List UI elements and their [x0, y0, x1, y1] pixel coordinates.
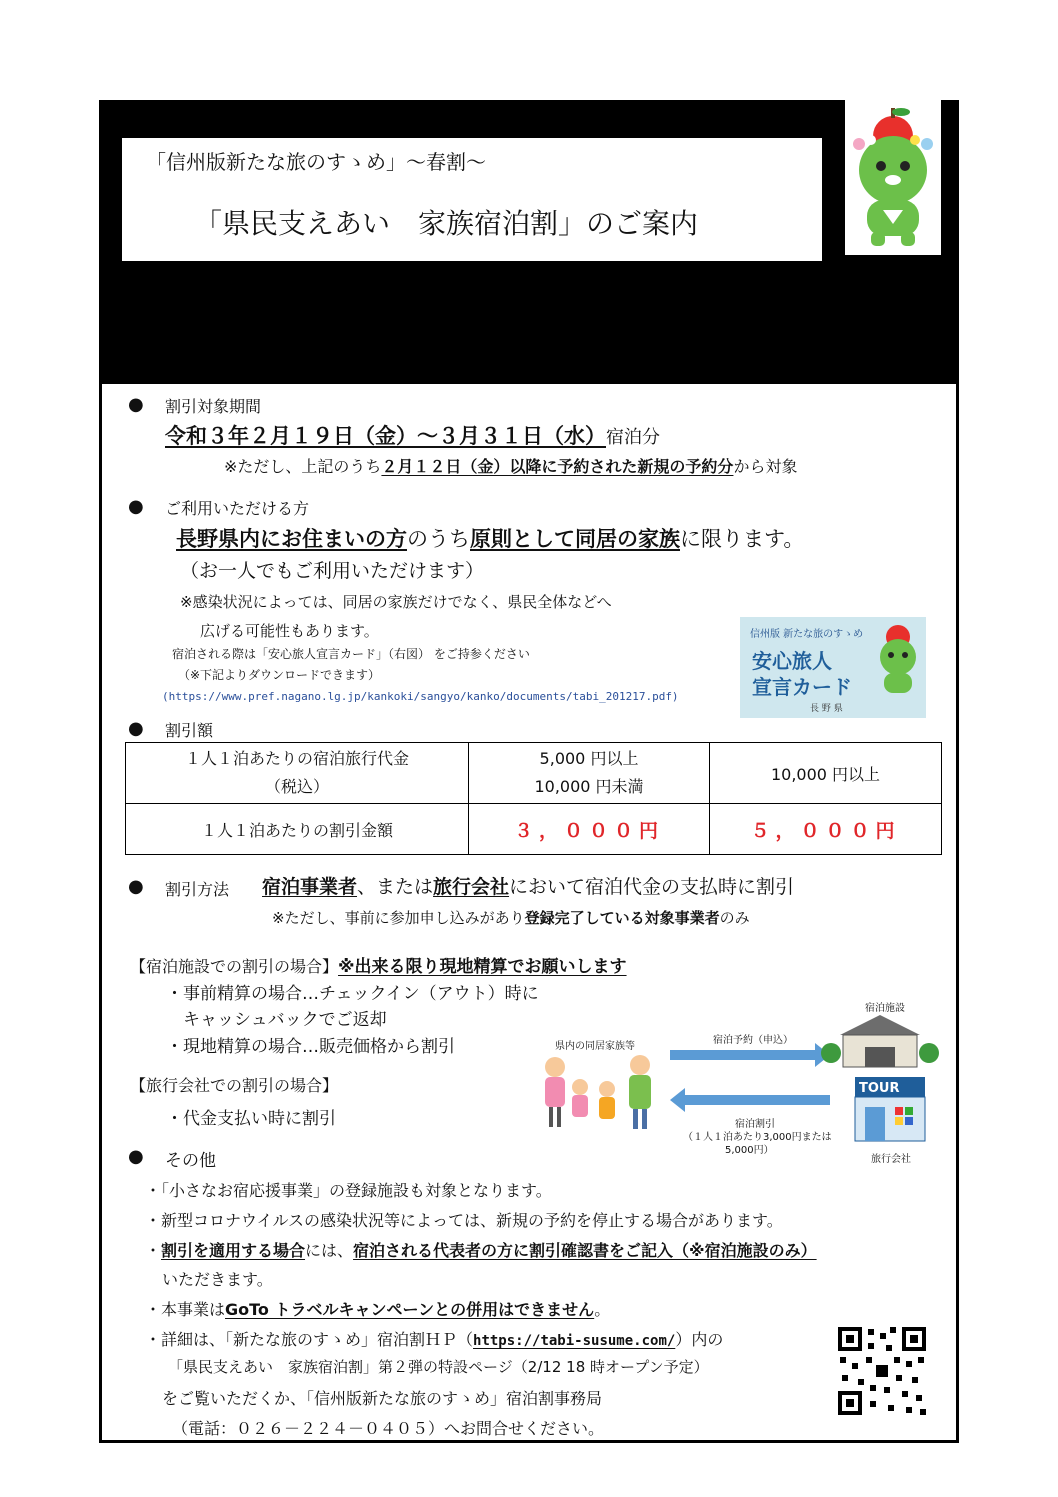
other-item2: ・新型コロナウイルスの感染状況等によっては、新規の予約を停止する場合があります。: [145, 1211, 783, 1230]
method-line: [262, 872, 794, 899]
other-label: その他: [165, 1151, 216, 1171]
eligible-bullet: ●: [128, 496, 144, 517]
card-top-text: 信州版 新たな旅のすゝめ: [750, 629, 864, 640]
other-item5-e: （電話：０２６－２２４－０４０５）へお問合せください。: [172, 1419, 605, 1438]
card-download-link[interactable]: (https://www.pref.nagano.lg.jp/kankoki/sangyo/kanko/documents/tabi_201217.pdf): [162, 690, 679, 703]
header-line1: １人１泊あたりの宿泊旅行代金: [184, 749, 409, 768]
period-dates-line: [165, 420, 660, 450]
card-line2: 宣言カード: [752, 675, 852, 699]
period-dates: 令和３年２月１９日（金）～３月３１日（水）: [165, 424, 606, 448]
discount-table: [125, 742, 942, 855]
period-bullet: ●: [128, 394, 144, 415]
facility-item1b: キャッシュバックでご返却: [183, 1010, 387, 1030]
other-item4-b: GoTo トラベルキャンペーンとの併用はできません: [225, 1300, 595, 1319]
period-dates-suffix: 宿泊分: [606, 427, 660, 448]
other-item5-b: ）内の: [675, 1330, 724, 1349]
discount-label: 割引額: [165, 721, 214, 740]
other-item3-a: 割引を適用する場合: [161, 1241, 306, 1260]
other-item5-d: をご覧いただくか、「信州版新たな旅のすゝめ」宿泊割事務局: [162, 1389, 603, 1408]
period-label: 割引対象期間: [165, 397, 262, 416]
eligible-part2: のうち: [407, 527, 470, 551]
other-item5-a: ・詳細は、「新たな旅のすゝめ」宿泊割ＨＰ（: [145, 1330, 474, 1349]
diagram-agency-label: 旅行会社: [871, 1154, 911, 1165]
campaign-site-link[interactable]: https://tabi-susume.com/: [473, 1333, 676, 1349]
eligible-label: ご利用いただける方: [165, 499, 310, 518]
period-note-suffix: から対象: [733, 457, 798, 476]
facility-heading: [130, 952, 627, 977]
method-note-a: ※ただし、事前に参加申し込みがあり: [272, 909, 525, 927]
eligible-note2: 広げる可能性もあります。: [200, 622, 379, 640]
period-note-prefix: ※ただし、上記のうち: [224, 457, 382, 476]
card-line1: 安心旅人: [752, 649, 832, 673]
card-note2: （※下記よりダウンロードできます）: [178, 668, 381, 682]
other-item3-b: には、: [305, 1241, 354, 1260]
reserve-arrow-icon: [670, 1050, 815, 1060]
diagram-hotel-label: 宿泊施設: [865, 1003, 905, 1014]
other-item4: [145, 1297, 610, 1320]
method-note-b: 登録完了している対象事業者: [524, 909, 720, 927]
facility-item1a: ・事前精算の場合…チェックイン（アウト）時に: [166, 984, 539, 1004]
eligible-part1: 長野県内にお住まいの方: [176, 527, 407, 551]
diagram-family-label: 県内の同居家族等: [555, 1041, 635, 1052]
card-mascot-icon: [872, 621, 924, 699]
method-part1: 宿泊事業者: [262, 876, 358, 898]
diagram-graphics: [525, 995, 945, 1165]
period-note-underlined: ２月１２日（金）以降に予約された新規の予約分: [381, 457, 734, 476]
other-item5: [145, 1327, 723, 1350]
discount-bullet: ●: [128, 718, 144, 739]
discount-arrow-icon: [685, 1095, 830, 1105]
other-item4-c: 。: [594, 1300, 611, 1319]
method-label: 割引方法: [165, 880, 230, 899]
mascot-image: [845, 100, 941, 255]
diagram-discount-label1: 宿泊割引: [735, 1119, 775, 1130]
table-header-cell: [126, 743, 469, 804]
method-bullet: ●: [128, 876, 144, 897]
diagram-reserve-label: 宿泊予約（申込）: [713, 1035, 793, 1046]
other-item4-a: ・本事業は: [145, 1300, 226, 1319]
card-note1: 宿泊される際は「安心旅人宣言カード」（右図） をご持参ください: [172, 647, 530, 661]
flow-diagram: [525, 995, 945, 1165]
other-bullet: ●: [128, 1146, 144, 1167]
family-icon: [545, 1055, 651, 1129]
tour-sign-text: TOUR: [859, 1081, 900, 1096]
facility-heading-text: 【宿泊施設での割引の場合】: [130, 957, 339, 976]
card-bottom: 長 野 県: [810, 704, 843, 714]
eligible-part3: 原則として同居の家族: [470, 527, 680, 551]
tier2-cell: 10,000 円以上: [710, 743, 942, 804]
facility-item2: ・現地精算の場合…販売価格から割引: [166, 1037, 455, 1057]
subtitle: 「信州版新たな旅のすゝめ」～春割～: [146, 150, 486, 174]
discount-row-label: １人１泊あたりの割引金額: [126, 804, 469, 855]
tier1-cell: [469, 743, 710, 804]
agency-item: ・代金支払い時に割引: [166, 1109, 336, 1129]
method-part2: 、または: [357, 876, 434, 898]
discount-amount-2: ５，０００円: [710, 804, 942, 855]
eligible-line: [176, 523, 804, 553]
other-item5-c: 「県民支えあい 家族宿泊割」第２弾の特設ページ（2/12 18 時オープン予定）: [168, 1358, 709, 1376]
tier1-line1: 5,000 円以上: [539, 749, 639, 768]
method-note-c: のみ: [719, 909, 750, 927]
diagram-discount-label3: 5,000円）: [725, 1145, 774, 1156]
hotel-icon: [821, 1015, 939, 1067]
title-box: [122, 138, 822, 261]
other-item3-d: いただきます。: [162, 1270, 273, 1289]
tier1-line2: 10,000 円未満: [534, 777, 644, 796]
period-note: [224, 454, 797, 477]
discount-amount-1: ３，０００円: [469, 804, 710, 855]
qr-code-icon[interactable]: [836, 1325, 928, 1417]
eligible-note1: ※感染状況によっては、同居の家族だけでなく、県民全体などへ: [180, 593, 612, 611]
other-item3-c: 宿泊される代表者の方に割引確認書をご記入（※宿泊施設のみ）: [353, 1241, 817, 1260]
method-part3: 旅行会社: [433, 876, 510, 898]
facility-heading-bold: ※出来る限り現地精算でお願いします: [338, 957, 627, 977]
page-title: 「県民支えあい 家族宿泊割」のご案内: [194, 207, 699, 240]
eligible-part4: に限ります。: [680, 527, 805, 551]
header-line2: （税込）: [264, 777, 329, 796]
safety-card-image: [740, 617, 926, 718]
eligible-sub: （お一人でもご利用いただけます）: [180, 560, 485, 582]
method-part4: において宿泊代金の支払時に割引: [509, 876, 795, 898]
agency-heading: 【旅行会社での割引の場合】: [130, 1076, 339, 1095]
other-item1: ・「小さなお宿応援事業」の登録施設も対象となります。: [145, 1181, 552, 1200]
travel-agency-icon: [855, 1077, 925, 1141]
other-item3: ・割引を適用する場合には、宿泊される代表者の方に割引確認書をご記入（※宿泊施設のみ）: [145, 1241, 817, 1260]
method-note: [272, 907, 750, 928]
diagram-discount-label2: （１人１泊あたり3,000円または: [683, 1132, 832, 1143]
